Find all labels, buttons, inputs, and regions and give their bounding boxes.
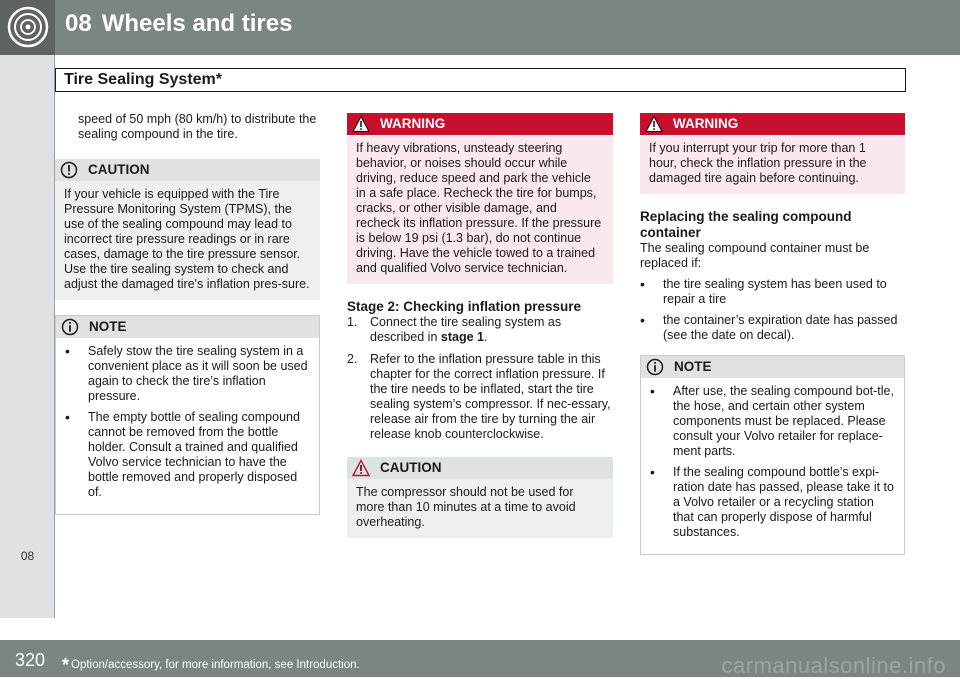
caution-text: The compressor should not be used for more than 10 minutes at a time to avoid overheating. bbox=[356, 485, 576, 529]
note-body bbox=[56, 338, 319, 514]
warning-header bbox=[640, 113, 905, 135]
list-item bbox=[347, 352, 613, 442]
note-box bbox=[55, 315, 320, 515]
list-item: • Safely stow the tire sealing system in a convenient place as it will soon be used again to check the tire’s inflation pressure. bbox=[65, 344, 310, 404]
info-icon bbox=[61, 318, 79, 336]
list-item: • If the sealing compound bottle’s expi-ration date has passed, please take it to a Volvo retailer or a recycling station that can properly dispose of harmful substances. bbox=[650, 465, 895, 540]
watermark: carmanualsonline.info bbox=[721, 653, 946, 678]
replacing-heading: Replacing the sealing compound container bbox=[640, 209, 852, 240]
warning-icon bbox=[352, 459, 370, 477]
caution-box bbox=[55, 159, 320, 300]
note-header bbox=[641, 356, 904, 378]
step-number: 1. bbox=[347, 315, 358, 329]
stage2-heading: Stage 2: Checking inflation pressure bbox=[347, 299, 582, 314]
side-chapter-tab bbox=[0, 55, 55, 618]
caution-body bbox=[55, 181, 320, 300]
step-end: . bbox=[483, 330, 488, 344]
caution-label: CAUTION bbox=[380, 460, 442, 475]
footnote-text: Option/accessory, for more information, see Introduction. bbox=[71, 659, 360, 671]
list-item: • the tire sealing system has been used to repair a tire bbox=[640, 277, 905, 307]
replacing-list bbox=[640, 277, 905, 343]
tire-icon bbox=[6, 5, 50, 49]
list-item: • The empty bottle of sealing compound cannot be removed from the bottle holder. Consult a trained and qualified Volvo service technician to have the bottle removed and properly disposed of. bbox=[65, 410, 310, 500]
warning-label: WARNING bbox=[380, 116, 446, 131]
side-tab-chapter-number: 08 bbox=[20, 549, 35, 563]
list-item: • the container’s expiration date has passed (see the date on decal). bbox=[640, 313, 905, 343]
note-label: NOTE bbox=[89, 319, 127, 334]
info-icon bbox=[646, 358, 664, 376]
section-title-box bbox=[55, 68, 906, 92]
warning-text: If heavy vibrations, unsteady steering behavior, or noises should occur while driving, reduce speed and park the vehicle in a safe place. Recheck the tire for bumps, cracks, or other visible damage, and recheck its inflation pressure. If the pressure is below 19 psi (1.3 bar), do not continue driving. Have the vehicle towed to a trained and qualified Volvo service technician. bbox=[356, 141, 602, 275]
step-text: Refer to the inflation pressure table in this chapter for the correct inflation pressure. If the tire needs to be inflated, start the tire sealing system’s compressor. If nec-essary, release air from the tire by turning the air release knob counterclockwise. bbox=[370, 352, 611, 441]
chapter-icon-box bbox=[0, 0, 55, 55]
caution-header bbox=[347, 457, 613, 479]
page-number: 320 bbox=[15, 650, 46, 670]
warning-body bbox=[640, 135, 905, 194]
chapter-title-text: Wheels and tires bbox=[101, 10, 293, 37]
note-body bbox=[641, 378, 904, 554]
warning-label: WARNING bbox=[673, 116, 739, 131]
footnote bbox=[62, 652, 360, 673]
chapter-title bbox=[65, 10, 292, 38]
caution-text: If your vehicle is equipped with the Tire Pressure Monitoring System (TPMS), the use of the sealing compound may lead to incorrect tire pressure readings or in rare cases, damage to the tire pressure sensor. Use the tire sealing system to check and adjust the damaged tire's inflation pres-sure. bbox=[64, 187, 310, 291]
warning-box bbox=[640, 113, 905, 194]
caution-header bbox=[55, 159, 320, 181]
list-item bbox=[347, 315, 613, 345]
warning-body bbox=[347, 135, 613, 284]
replacing-intro: The sealing compound container must be replaced if: bbox=[640, 241, 870, 270]
column-3 bbox=[640, 113, 905, 555]
warning-box bbox=[347, 113, 613, 284]
chapter-header-bar bbox=[0, 0, 960, 55]
caution-label: CAUTION bbox=[88, 162, 150, 177]
stage2-steps bbox=[347, 315, 613, 442]
note-label: NOTE bbox=[674, 359, 712, 374]
chapter-number: 08 bbox=[65, 10, 92, 37]
warning-icon bbox=[645, 115, 663, 133]
step-number: 2. bbox=[347, 352, 358, 366]
caution-icon bbox=[60, 161, 78, 179]
caution-body bbox=[347, 479, 613, 538]
note-header bbox=[56, 316, 319, 338]
caution-box bbox=[347, 457, 613, 538]
note-box bbox=[640, 355, 905, 555]
step-bold-ref: stage 1 bbox=[440, 330, 484, 344]
column-1 bbox=[55, 112, 320, 515]
list-item: • After use, the sealing compound bot-tle, the hose, and certain other system components must be replaced. Please consult your Volvo retailer for replace-ment parts. bbox=[650, 384, 895, 459]
page-footer bbox=[0, 640, 960, 677]
warning-text: If you interrupt your trip for more than 1 hour, check the inflation pressure in the damaged tire again before continuing. bbox=[649, 141, 867, 185]
warning-icon bbox=[352, 115, 370, 133]
footnote-star: * bbox=[62, 655, 70, 675]
step-text: Connect the tire sealing system as described in bbox=[370, 315, 562, 344]
column-2 bbox=[347, 113, 613, 538]
intro-paragraph: speed of 50 mph (80 km/h) to distribute the sealing compound in the tire. bbox=[78, 112, 317, 141]
warning-header bbox=[347, 113, 613, 135]
section-title: Tire Sealing System* bbox=[64, 71, 222, 88]
